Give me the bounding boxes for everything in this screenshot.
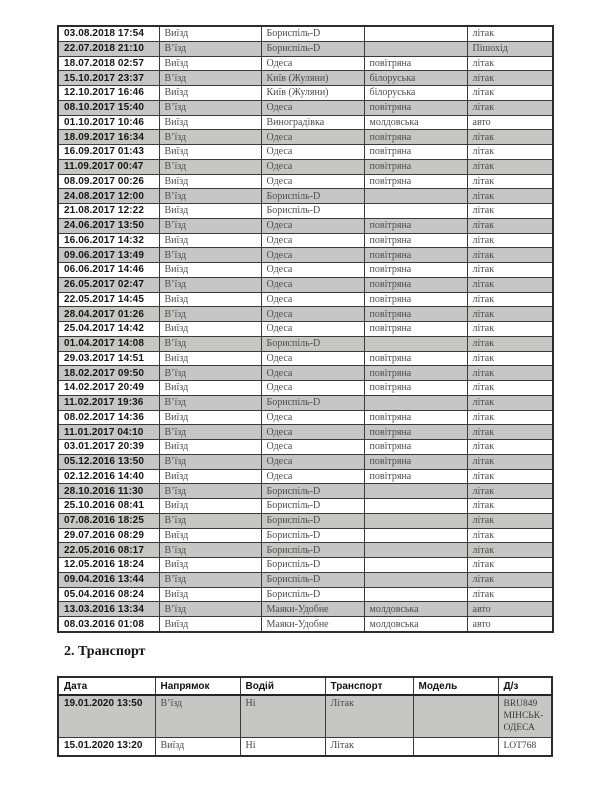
crossing-row <box>58 174 553 189</box>
crossing-row-cell-checkpoint: Одеса <box>261 233 364 248</box>
crossing-row-cell-direction: Виїзд <box>159 440 261 455</box>
crossing-row-cell-checkpoint: Одеса <box>261 248 364 263</box>
crossing-row-cell-checkpoint: Бориспіль-D <box>261 572 364 587</box>
crossing-row-cell-direction: В’їзд <box>159 218 261 233</box>
crossing-row-cell-direction: Виїзд <box>159 145 261 160</box>
crossing-row-cell-checkpoint: Виноградівка <box>261 115 364 130</box>
crossing-row-cell-transport: літак <box>467 395 553 410</box>
crossing-row-cell-border <box>364 395 467 410</box>
crossing-row-cell-border <box>364 558 467 573</box>
crossing-row-cell-transport: Пішохід <box>467 41 553 56</box>
crossing-row-cell-checkpoint: Одеса <box>261 366 364 381</box>
crossing-row-cell-transport: літак <box>467 351 553 366</box>
crossing-row-cell-direction: В’їзд <box>159 100 261 115</box>
transport-row <box>58 738 552 757</box>
crossing-row-cell-border: повітряна <box>364 130 467 145</box>
crossing-row <box>58 56 553 71</box>
crossing-row-cell-checkpoint: Одеса <box>261 307 364 322</box>
crossing-row-cell-datetime: 22.07.2018 21:10 <box>58 41 159 56</box>
crossing-row-cell-transport: літак <box>467 174 553 189</box>
crossing-row-cell-direction: В’їзд <box>159 277 261 292</box>
crossing-row-cell-transport: літак <box>467 100 553 115</box>
crossing-row-cell-checkpoint: Одеса <box>261 145 364 160</box>
transport-table-header-row <box>58 677 552 695</box>
crossing-row <box>58 218 553 233</box>
crossing-row-cell-transport: літак <box>467 425 553 440</box>
transport-row-cell-model <box>413 738 498 757</box>
crossing-row-cell-transport: літак <box>467 410 553 425</box>
crossing-row-cell-direction: Виїзд <box>159 499 261 514</box>
transport-table-body <box>58 695 552 756</box>
crossing-row-cell-checkpoint: Бориспіль-D <box>261 484 364 499</box>
crossing-row-cell-datetime: 29.07.2016 08:29 <box>58 528 159 543</box>
transport-row-cell-dz: LOT768 <box>498 738 552 757</box>
crossing-row <box>58 513 553 528</box>
crossing-row-cell-datetime: 16.06.2017 14:32 <box>58 233 159 248</box>
crossing-row <box>58 159 553 174</box>
crossing-row-cell-transport: літак <box>467 454 553 469</box>
crossing-row-cell-checkpoint: Маяки-Удобне <box>261 602 364 617</box>
crossing-row-cell-transport: літак <box>467 440 553 455</box>
crossing-row-cell-datetime: 29.03.2017 14:51 <box>58 351 159 366</box>
column-header-transport: Транспорт <box>325 677 413 695</box>
crossing-row-cell-direction: В’їзд <box>159 454 261 469</box>
crossing-row-cell-transport: літак <box>467 130 553 145</box>
crossing-row-cell-border: повітряна <box>364 159 467 174</box>
crossing-row-cell-checkpoint: Одеса <box>261 56 364 71</box>
crossing-row <box>58 71 553 86</box>
column-header-dz: Д/з <box>498 677 552 695</box>
transport-row-cell-direction: В’їзд <box>155 695 240 738</box>
crossing-row-cell-checkpoint: Бориспіль-D <box>261 204 364 219</box>
crossing-row-cell-border <box>364 189 467 204</box>
crossing-row-cell-direction: В’їзд <box>159 602 261 617</box>
crossing-row <box>58 454 553 469</box>
crossing-row-cell-border: повітряна <box>364 174 467 189</box>
crossing-row <box>58 292 553 307</box>
crossing-row-cell-direction: Виїзд <box>159 263 261 278</box>
crossing-row-cell-datetime: 06.06.2017 14:46 <box>58 263 159 278</box>
crossing-row-cell-transport: літак <box>467 307 553 322</box>
crossing-row-cell-border: повітряна <box>364 263 467 278</box>
crossing-row-cell-checkpoint: Бориспіль-D <box>261 189 364 204</box>
crossing-row-cell-transport: літак <box>467 322 553 337</box>
crossing-row-cell-transport: літак <box>467 572 553 587</box>
crossing-row-cell-border: повітряна <box>364 366 467 381</box>
transport-table <box>57 676 553 757</box>
crossing-row-cell-datetime: 01.10.2017 10:46 <box>58 115 159 130</box>
crossing-row-cell-direction: В’їзд <box>159 41 261 56</box>
crossing-row-cell-direction: Виїзд <box>159 115 261 130</box>
crossing-row <box>58 587 553 602</box>
transport-row-cell-direction: Виїзд <box>155 738 240 757</box>
crossing-row-cell-datetime: 09.04.2016 13:44 <box>58 572 159 587</box>
crossing-row-cell-direction: Виїзд <box>159 587 261 602</box>
crossing-row-cell-border: повітряна <box>364 469 467 484</box>
crossing-row-cell-transport: літак <box>467 204 553 219</box>
crossing-row-cell-checkpoint: Одеса <box>261 440 364 455</box>
crossing-row-cell-transport: авто <box>467 115 553 130</box>
crossing-row-cell-datetime: 25.04.2017 14:42 <box>58 322 159 337</box>
crossing-row-cell-datetime: 03.01.2017 20:39 <box>58 440 159 455</box>
crossing-row-cell-transport: авто <box>467 602 553 617</box>
crossing-row-cell-border: повітряна <box>364 307 467 322</box>
crossing-row <box>58 617 553 632</box>
crossing-row-cell-border <box>364 513 467 528</box>
crossing-row-cell-border: повітряна <box>364 292 467 307</box>
crossing-row-cell-border: повітряна <box>364 233 467 248</box>
crossing-row-cell-datetime: 18.07.2018 02:57 <box>58 56 159 71</box>
crossing-row-cell-direction: Виїзд <box>159 558 261 573</box>
column-header-direction: Напрямок <box>155 677 240 695</box>
crossing-row-cell-checkpoint: Одеса <box>261 351 364 366</box>
crossing-row <box>58 189 553 204</box>
crossing-row-cell-direction: Виїзд <box>159 410 261 425</box>
crossing-row <box>58 336 553 351</box>
crossing-row-cell-transport: літак <box>467 159 553 174</box>
transport-row-cell-model <box>413 695 498 738</box>
crossing-row-cell-direction: Виїзд <box>159 56 261 71</box>
crossing-row-cell-datetime: 11.02.2017 19:36 <box>58 395 159 410</box>
crossing-row-cell-direction: Виїзд <box>159 26 261 41</box>
column-header-driver: Водій <box>240 677 325 695</box>
transport-row-cell-transport: Літак <box>325 738 413 757</box>
crossing-row-cell-transport: літак <box>467 248 553 263</box>
crossing-row-cell-direction: В’їзд <box>159 513 261 528</box>
crossing-row-cell-border: повітряна <box>364 440 467 455</box>
crossing-row-cell-border: молдовська <box>364 617 467 632</box>
crossing-row-cell-checkpoint: Київ (Жуляни) <box>261 71 364 86</box>
crossing-row-cell-border <box>364 41 467 56</box>
crossing-row-cell-border: повітряна <box>364 454 467 469</box>
crossing-row-cell-direction: В’їзд <box>159 395 261 410</box>
crossing-row-cell-checkpoint: Бориспіль-D <box>261 395 364 410</box>
crossing-row-cell-datetime: 22.05.2017 14:45 <box>58 292 159 307</box>
crossing-row-cell-datetime: 25.10.2016 08:41 <box>58 499 159 514</box>
crossing-row-cell-direction: В’їзд <box>159 425 261 440</box>
transport-row-cell-date: 19.01.2020 13:50 <box>58 695 155 738</box>
crossing-row-cell-datetime: 05.04.2016 08:24 <box>58 587 159 602</box>
crossing-row-cell-border: повітряна <box>364 218 467 233</box>
crossing-row-cell-border: повітряна <box>364 145 467 160</box>
crossing-row-cell-transport: літак <box>467 528 553 543</box>
crossing-row-cell-direction: В’їзд <box>159 366 261 381</box>
crossing-row-cell-border: повітряна <box>364 351 467 366</box>
crossing-row <box>58 351 553 366</box>
crossing-row-cell-transport: літак <box>467 336 553 351</box>
crossing-row-cell-direction: В’їзд <box>159 543 261 558</box>
crossing-row-cell-checkpoint: Одеса <box>261 263 364 278</box>
crossing-row-cell-checkpoint: Бориспіль-D <box>261 587 364 602</box>
transport-row-cell-dz: BRU849 МІНСЬК-ОДЕСА <box>498 695 552 738</box>
crossing-row-cell-border: повітряна <box>364 277 467 292</box>
border-crossings-table <box>57 25 554 633</box>
crossing-row-cell-checkpoint: Одеса <box>261 100 364 115</box>
crossing-row-cell-checkpoint: Бориспіль-D <box>261 26 364 41</box>
crossing-row-cell-border <box>364 484 467 499</box>
crossing-row-cell-datetime: 12.10.2017 16:46 <box>58 86 159 101</box>
crossing-row-cell-checkpoint: Одеса <box>261 425 364 440</box>
crossing-row <box>58 263 553 278</box>
crossing-row <box>58 41 553 56</box>
crossing-row <box>58 499 553 514</box>
crossing-row <box>58 558 553 573</box>
crossing-row-cell-checkpoint: Бориспіль-D <box>261 41 364 56</box>
crossing-row-cell-transport: літак <box>467 484 553 499</box>
crossing-row <box>58 381 553 396</box>
crossing-row-cell-border <box>364 572 467 587</box>
crossing-row-cell-transport: літак <box>467 86 553 101</box>
crossing-row-cell-checkpoint: Одеса <box>261 410 364 425</box>
crossing-row-cell-datetime: 07.08.2016 18:25 <box>58 513 159 528</box>
crossing-row-cell-datetime: 26.05.2017 02:47 <box>58 277 159 292</box>
crossing-row-cell-direction: Виїзд <box>159 292 261 307</box>
crossing-row-cell-border <box>364 528 467 543</box>
crossing-row-cell-checkpoint: Одеса <box>261 159 364 174</box>
crossing-row-cell-transport: літак <box>467 587 553 602</box>
crossing-row-cell-direction: В’їзд <box>159 307 261 322</box>
crossing-row-cell-transport: літак <box>467 26 553 41</box>
crossing-row-cell-transport: літак <box>467 277 553 292</box>
transport-row-cell-driver: Ні <box>240 738 325 757</box>
crossing-row-cell-direction: В’їзд <box>159 484 261 499</box>
crossing-row-cell-checkpoint: Одеса <box>261 469 364 484</box>
crossing-row-cell-checkpoint: Одеса <box>261 130 364 145</box>
crossing-row-cell-datetime: 08.10.2017 15:40 <box>58 100 159 115</box>
crossing-row-cell-direction: В’їзд <box>159 336 261 351</box>
crossing-row-cell-transport: літак <box>467 233 553 248</box>
crossing-row-cell-datetime: 18.09.2017 16:34 <box>58 130 159 145</box>
crossing-row <box>58 572 553 587</box>
crossing-row-cell-direction: Виїзд <box>159 351 261 366</box>
crossing-row-cell-border <box>364 587 467 602</box>
crossing-row-cell-checkpoint: Одеса <box>261 322 364 337</box>
section-title-transport: 2. Транспорт <box>64 644 146 659</box>
crossing-row-cell-direction: Виїзд <box>159 233 261 248</box>
crossing-row <box>58 322 553 337</box>
crossing-row-cell-transport: літак <box>467 56 553 71</box>
crossing-row-cell-datetime: 03.08.2018 17:54 <box>58 26 159 41</box>
crossing-row-cell-direction: В’їзд <box>159 71 261 86</box>
crossing-row-cell-checkpoint: Бориспіль-D <box>261 558 364 573</box>
crossing-row-cell-border: повітряна <box>364 425 467 440</box>
transport-row-cell-driver: Ні <box>240 695 325 738</box>
crossing-row-cell-datetime: 12.05.2016 18:24 <box>58 558 159 573</box>
crossing-row-cell-border: білоруська <box>364 86 467 101</box>
crossing-row-cell-datetime: 13.03.2016 13:34 <box>58 602 159 617</box>
crossing-row-cell-checkpoint: Одеса <box>261 277 364 292</box>
crossing-row-cell-datetime: 11.09.2017 00:47 <box>58 159 159 174</box>
crossing-row-cell-border <box>364 543 467 558</box>
crossing-row-cell-checkpoint: Одеса <box>261 454 364 469</box>
crossing-row-cell-direction: Виїзд <box>159 617 261 632</box>
crossing-row <box>58 204 553 219</box>
crossing-row-cell-datetime: 24.08.2017 12:00 <box>58 189 159 204</box>
crossing-row-cell-datetime: 18.02.2017 09:50 <box>58 366 159 381</box>
column-header-date: Дата <box>58 677 155 695</box>
crossing-row-cell-border: повітряна <box>364 322 467 337</box>
crossing-row <box>58 277 553 292</box>
crossing-row-cell-direction: Виїзд <box>159 174 261 189</box>
crossing-row-cell-transport: літак <box>467 71 553 86</box>
crossing-row <box>58 86 553 101</box>
crossing-row <box>58 528 553 543</box>
crossing-row-cell-border <box>364 204 467 219</box>
crossing-row <box>58 366 553 381</box>
crossing-row-cell-datetime: 28.04.2017 01:26 <box>58 307 159 322</box>
crossing-row <box>58 307 553 322</box>
crossing-row-cell-datetime: 22.05.2016 08:17 <box>58 543 159 558</box>
crossing-row-cell-direction: В’їзд <box>159 159 261 174</box>
crossing-row-cell-checkpoint: Київ (Жуляни) <box>261 86 364 101</box>
crossing-row <box>58 100 553 115</box>
crossing-row-cell-border: молдовська <box>364 602 467 617</box>
crossing-row-cell-datetime: 14.02.2017 20:49 <box>58 381 159 396</box>
crossing-row-cell-checkpoint: Бориспіль-D <box>261 499 364 514</box>
crossing-row-cell-transport: літак <box>467 513 553 528</box>
crossing-row-cell-border <box>364 26 467 41</box>
crossing-row-cell-transport: літак <box>467 469 553 484</box>
crossing-row-cell-datetime: 28.10.2016 11:30 <box>58 484 159 499</box>
crossing-row-cell-datetime: 24.06.2017 13:50 <box>58 218 159 233</box>
crossing-row-cell-datetime: 05.12.2016 13:50 <box>58 454 159 469</box>
crossing-row-cell-transport: літак <box>467 189 553 204</box>
crossing-row <box>58 484 553 499</box>
crossing-row-cell-direction: В’їзд <box>159 248 261 263</box>
crossing-row <box>58 26 553 41</box>
crossing-row <box>58 130 553 145</box>
crossing-row-cell-checkpoint: Бориспіль-D <box>261 543 364 558</box>
crossing-row-cell-transport: літак <box>467 366 553 381</box>
crossing-row-cell-direction: Виїзд <box>159 469 261 484</box>
crossing-row-cell-checkpoint: Одеса <box>261 218 364 233</box>
crossing-row-cell-transport: літак <box>467 218 553 233</box>
transport-row-cell-date: 15.01.2020 13:20 <box>58 738 155 757</box>
crossing-row <box>58 395 553 410</box>
crossing-row <box>58 145 553 160</box>
crossing-row-cell-transport: літак <box>467 263 553 278</box>
crossing-row-cell-border: повітряна <box>364 56 467 71</box>
crossing-row-cell-direction: В’їзд <box>159 189 261 204</box>
crossing-row-cell-border: повітряна <box>364 410 467 425</box>
crossing-row-cell-border: повітряна <box>364 248 467 263</box>
crossing-row-cell-datetime: 08.02.2017 14:36 <box>58 410 159 425</box>
crossing-row-cell-checkpoint: Одеса <box>261 292 364 307</box>
crossing-row <box>58 248 553 263</box>
crossing-row-cell-direction: Виїзд <box>159 204 261 219</box>
crossing-row <box>58 469 553 484</box>
crossing-row-cell-direction: В’їзд <box>159 572 261 587</box>
crossing-row-cell-datetime: 09.06.2017 13:49 <box>58 248 159 263</box>
crossing-row-cell-transport: літак <box>467 145 553 160</box>
crossing-row-cell-datetime: 01.04.2017 14:08 <box>58 336 159 351</box>
crossing-row-cell-datetime: 16.09.2017 01:43 <box>58 145 159 160</box>
crossing-row-cell-checkpoint: Бориспіль-D <box>261 513 364 528</box>
crossing-row-cell-border <box>364 499 467 514</box>
crossing-row-cell-border: повітряна <box>364 381 467 396</box>
border-crossings-table-body <box>58 26 553 632</box>
crossing-row-cell-border: білоруська <box>364 71 467 86</box>
crossing-row-cell-transport: літак <box>467 558 553 573</box>
crossing-row-cell-border <box>364 336 467 351</box>
crossing-row-cell-datetime: 02.12.2016 14:40 <box>58 469 159 484</box>
crossing-row-cell-datetime: 21.08.2017 12:22 <box>58 204 159 219</box>
crossing-row <box>58 410 553 425</box>
crossing-row-cell-transport: авто <box>467 617 553 632</box>
crossing-row-cell-checkpoint: Одеса <box>261 381 364 396</box>
crossing-row-cell-transport: літак <box>467 543 553 558</box>
crossing-row-cell-checkpoint: Бориспіль-D <box>261 528 364 543</box>
column-header-model: Модель <box>413 677 498 695</box>
crossing-row-cell-direction: В’їзд <box>159 130 261 145</box>
crossing-row <box>58 602 553 617</box>
transport-row-cell-transport: Літак <box>325 695 413 738</box>
crossing-row <box>58 543 553 558</box>
crossing-row-cell-transport: літак <box>467 499 553 514</box>
crossing-row-cell-transport: літак <box>467 381 553 396</box>
crossing-row-cell-checkpoint: Бориспіль-D <box>261 336 364 351</box>
crossing-row-cell-checkpoint: Маяки-Удобне <box>261 617 364 632</box>
crossing-row-cell-datetime: 15.10.2017 23:37 <box>58 71 159 86</box>
crossing-row <box>58 233 553 248</box>
crossing-row-cell-datetime: 08.09.2017 00:26 <box>58 174 159 189</box>
crossing-row-cell-datetime: 08.03.2016 01:08 <box>58 617 159 632</box>
crossing-row-cell-direction: Виїзд <box>159 322 261 337</box>
crossing-row-cell-checkpoint: Одеса <box>261 174 364 189</box>
crossing-row-cell-direction: Виїзд <box>159 528 261 543</box>
crossing-row-cell-datetime: 11.01.2017 04:10 <box>58 425 159 440</box>
crossing-row-cell-border: повітряна <box>364 100 467 115</box>
crossing-row-cell-border: молдовська <box>364 115 467 130</box>
crossing-row <box>58 425 553 440</box>
transport-row <box>58 695 552 738</box>
crossing-row <box>58 115 553 130</box>
crossing-row-cell-direction: Виїзд <box>159 381 261 396</box>
crossing-row-cell-direction: Виїзд <box>159 86 261 101</box>
crossing-row <box>58 440 553 455</box>
crossing-row-cell-transport: літак <box>467 292 553 307</box>
